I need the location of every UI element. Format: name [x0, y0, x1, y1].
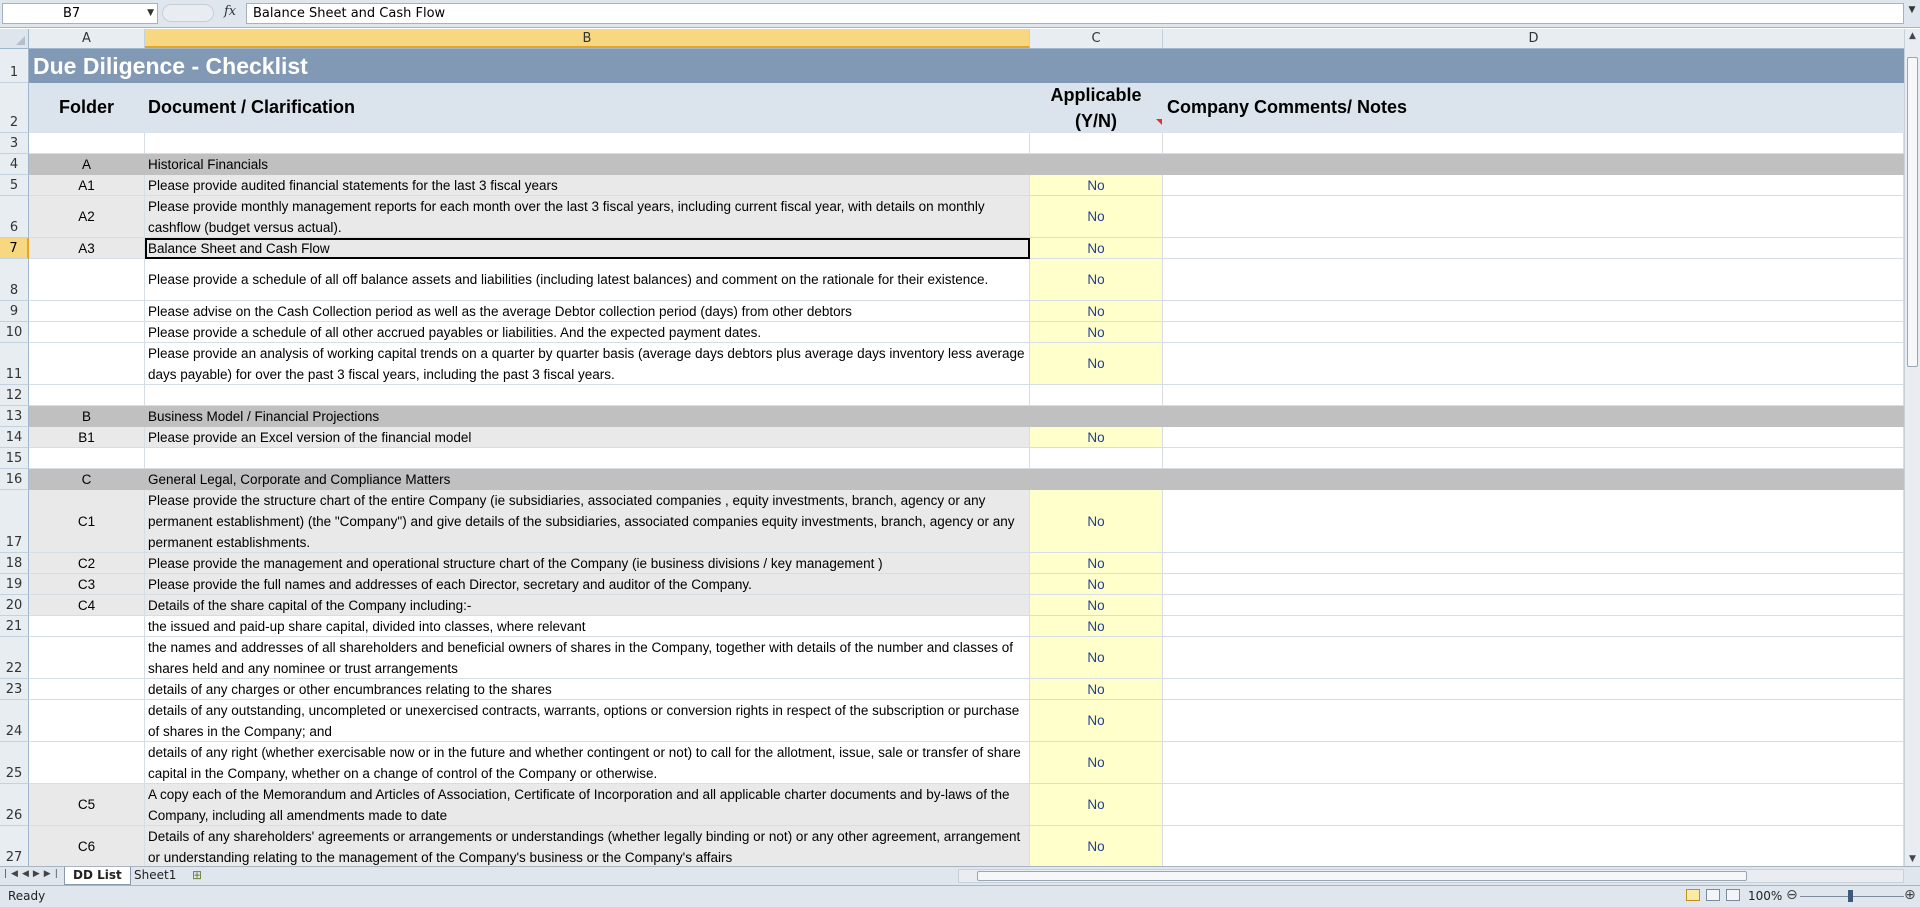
comments-cell[interactable]: [1163, 322, 1904, 343]
checklist-row: [0, 427, 1904, 448]
folder-cell[interactable]: C5: [29, 784, 145, 826]
row-header[interactable]: 13: [0, 406, 29, 427]
row-header[interactable]: 17: [0, 490, 29, 553]
expand-formula-bar-icon[interactable]: ▼: [1908, 5, 1916, 15]
folder-cell[interactable]: A1: [29, 175, 145, 196]
document-cell[interactable]: Please advise on the Cash Collection period as well as the average Debtor collection period (days) from other debtors: [145, 301, 1030, 322]
checklist-row: [0, 448, 1904, 469]
applicable-cell[interactable]: No: [1030, 826, 1163, 866]
comments-cell[interactable]: [1163, 700, 1904, 742]
comments-cell[interactable]: [1163, 196, 1904, 238]
comments-cell[interactable]: [1163, 637, 1904, 679]
checklist-row: [0, 385, 1904, 406]
applicable-cell[interactable]: [1030, 448, 1163, 469]
folder-cell[interactable]: C2: [29, 553, 145, 574]
checklist-row: [0, 574, 1904, 595]
row-header[interactable]: 19: [0, 574, 29, 595]
sheet-tab-dd-list[interactable]: DD List: [64, 867, 131, 885]
checklist-row: [0, 175, 1904, 196]
row-header[interactable]: 12: [0, 385, 29, 406]
applicable-cell[interactable]: No: [1030, 301, 1163, 322]
folder-cell[interactable]: [29, 322, 145, 343]
comments-cell[interactable]: [1163, 490, 1904, 553]
row-header[interactable]: 2: [0, 83, 29, 133]
document-cell[interactable]: General Legal, Corporate and Compliance Matters: [145, 469, 1030, 490]
checklist-row: [0, 259, 1904, 301]
row-header[interactable]: 20: [0, 595, 29, 616]
folder-cell[interactable]: A: [29, 154, 145, 175]
row-header[interactable]: 4: [0, 154, 29, 175]
applicable-cell[interactable]: No: [1030, 700, 1163, 742]
folder-cell[interactable]: [29, 448, 145, 469]
sheet-tab-bar: [0, 866, 1920, 885]
name-box[interactable]: [2, 3, 158, 24]
section-row: [0, 154, 1904, 175]
document-cell[interactable]: Details of any shareholders' agreements or arrangements or understandings (whether legally binding or not) or any other agreement, arrangement or understanding relating to the management of the Company's business or the Company's affairs: [145, 826, 1030, 866]
comments-cell[interactable]: [1163, 826, 1904, 866]
header-document[interactable]: Document / Clarification: [145, 83, 1030, 133]
folder-cell[interactable]: [29, 301, 145, 322]
document-cell[interactable]: the issued and paid-up share capital, divided into classes, where relevant: [145, 616, 1030, 637]
applicable-cell[interactable]: No: [1030, 574, 1163, 595]
comments-cell[interactable]: [1163, 133, 1904, 154]
checklist-row: [0, 595, 1904, 616]
document-cell[interactable]: Please provide audited financial statements for the last 3 fiscal years: [145, 175, 1030, 196]
scroll-up-icon[interactable]: ▲: [1909, 31, 1916, 41]
row-header[interactable]: 11: [0, 343, 29, 385]
applicable-cell[interactable]: No: [1030, 259, 1163, 301]
document-cell[interactable]: the names and addresses of all shareholders and beneficial owners of shares in the Company, together with details of the number and classes of shares held and any nominee or trust arrangements: [145, 637, 1030, 679]
document-cell[interactable]: [145, 448, 1030, 469]
folder-cell[interactable]: C: [29, 469, 145, 490]
checklist-row: [0, 343, 1904, 385]
normal-view-button[interactable]: [1686, 889, 1700, 901]
applicable-cell[interactable]: No: [1030, 595, 1163, 616]
zoom-in-icon[interactable]: ⊕: [1904, 887, 1916, 903]
insert-sheet-icon[interactable]: ⊞: [192, 868, 203, 882]
row-header[interactable]: 9: [0, 301, 29, 322]
row-header[interactable]: 23: [0, 679, 29, 700]
applicable-cell[interactable]: No: [1030, 679, 1163, 700]
applicable-cell[interactable]: No: [1030, 742, 1163, 784]
comments-cell[interactable]: [1163, 406, 1904, 427]
checklist-row: [0, 742, 1904, 784]
page-break-view-button[interactable]: [1726, 889, 1740, 901]
comments-cell[interactable]: [1163, 574, 1904, 595]
zoom-out-icon[interactable]: ⊖: [1786, 887, 1798, 903]
checklist-row: [0, 784, 1904, 826]
folder-cell[interactable]: A2: [29, 196, 145, 238]
folder-cell[interactable]: [29, 637, 145, 679]
document-cell[interactable]: Historical Financials: [145, 154, 1030, 175]
checklist-row: [0, 616, 1904, 637]
horizontal-scrollbar[interactable]: [958, 869, 1904, 883]
applicable-cell[interactable]: [1030, 469, 1163, 490]
comments-cell[interactable]: [1163, 259, 1904, 301]
checklist-row: [0, 301, 1904, 322]
document-cell[interactable]: [145, 385, 1030, 406]
row-header[interactable]: 8: [0, 259, 29, 301]
comments-cell[interactable]: [1163, 448, 1904, 469]
title-row: [0, 49, 1904, 83]
row-header[interactable]: 3: [0, 133, 29, 154]
row-header[interactable]: 15: [0, 448, 29, 469]
applicable-cell[interactable]: No: [1030, 175, 1163, 196]
applicable-cell[interactable]: No: [1030, 637, 1163, 679]
checklist-row: [0, 679, 1904, 700]
column-header-b[interactable]: B: [145, 29, 1030, 48]
document-cell[interactable]: details of any charges or other encumbrances relating to the shares: [145, 679, 1030, 700]
comments-cell[interactable]: [1163, 385, 1904, 406]
row-header[interactable]: 14: [0, 427, 29, 448]
applicable-cell[interactable]: No: [1030, 427, 1163, 448]
applicable-cell[interactable]: No: [1030, 238, 1163, 259]
applicable-cell[interactable]: No: [1030, 784, 1163, 826]
folder-cell[interactable]: [29, 343, 145, 385]
comments-cell[interactable]: [1163, 742, 1904, 784]
applicable-cell[interactable]: No: [1030, 490, 1163, 553]
applicable-cell[interactable]: No: [1030, 343, 1163, 385]
document-cell[interactable]: Please provide a schedule of all other accrued payables or liabilities. And the expected payment dates.: [145, 322, 1030, 343]
folder-cell[interactable]: C6: [29, 826, 145, 866]
folder-cell[interactable]: B1: [29, 427, 145, 448]
applicable-cell[interactable]: No: [1030, 553, 1163, 574]
row-header[interactable]: 24: [0, 700, 29, 742]
document-cell[interactable]: details of any right (whether exercisable now or in the future and whether contingent or not) to call for the allotment, issue, sale or transfer of share capital in the Company, whether on a change of control of the Company or otherwise.: [145, 742, 1030, 784]
checklist-row: [0, 133, 1904, 154]
comments-cell[interactable]: [1163, 154, 1904, 175]
row-header[interactable]: 22: [0, 637, 29, 679]
document-cell[interactable]: Please provide an analysis of working capital trends on a quarter by quarter basis (average days debtors plus average days inventory less average days payable) for over the past 3 fiscal years, including the past 3 fiscal years.: [145, 343, 1030, 385]
row-header[interactable]: 18: [0, 553, 29, 574]
formula-bar-resize-handle[interactable]: [162, 4, 214, 22]
row-header[interactable]: 10: [0, 322, 29, 343]
vertical-scrollbar[interactable]: [1904, 29, 1920, 866]
section-row: [0, 469, 1904, 490]
scroll-down-icon[interactable]: ▼: [1909, 854, 1916, 864]
comments-cell[interactable]: [1163, 175, 1904, 196]
folder-cell[interactable]: [29, 385, 145, 406]
page-layout-view-button[interactable]: [1706, 889, 1720, 901]
row-header[interactable]: 1: [0, 49, 29, 83]
horizontal-scroll-thumb[interactable]: [977, 871, 1747, 881]
document-cell[interactable]: Please provide the full names and addresses of each Director, secretary and auditor of the Company.: [145, 574, 1030, 595]
status-ready: Ready: [8, 889, 46, 903]
zoom-level[interactable]: 100%: [1748, 889, 1783, 903]
checklist-row: [0, 826, 1904, 866]
document-cell[interactable]: Please provide monthly management reports for each month over the last 3 fiscal years, including current fiscal year, with details on monthly cashflow (budget versus actual).: [145, 196, 1030, 238]
checklist-row: [0, 490, 1904, 553]
checklist-row: [0, 238, 1904, 259]
document-cell[interactable]: Details of the share capital of the Company including:-: [145, 595, 1030, 616]
sheet-title[interactable]: Due Diligence - Checklist: [33, 52, 308, 79]
applicable-cell[interactable]: [1030, 133, 1163, 154]
comments-cell[interactable]: [1163, 679, 1904, 700]
row-header[interactable]: 27: [0, 826, 29, 866]
comments-cell[interactable]: [1163, 469, 1904, 490]
folder-cell[interactable]: B: [29, 406, 145, 427]
column-header-a[interactable]: A: [29, 29, 145, 48]
header-folder[interactable]: Folder: [29, 83, 145, 133]
folder-cell[interactable]: C4: [29, 595, 145, 616]
folder-cell[interactable]: C3: [29, 574, 145, 595]
comments-cell[interactable]: [1163, 784, 1904, 826]
header-comments-label: Company Comments/ Notes: [1167, 97, 1408, 117]
row-header[interactable]: 16: [0, 469, 29, 490]
vertical-scroll-thumb[interactable]: [1907, 57, 1918, 367]
checklist-row: [0, 322, 1904, 343]
applicable-cell[interactable]: [1030, 406, 1163, 427]
row-header[interactable]: 5: [0, 175, 29, 196]
header-row: [0, 83, 1904, 133]
zoom-slider-knob[interactable]: [1848, 890, 1853, 902]
header-applicable-line2: (Y/N): [1075, 110, 1117, 131]
applicable-cell[interactable]: No: [1030, 196, 1163, 238]
comment-indicator-icon[interactable]: [1156, 119, 1162, 125]
sheet-nav-arrows-icon[interactable]: |◀◀▶▶|: [4, 869, 62, 879]
folder-cell[interactable]: [29, 616, 145, 637]
column-header-d[interactable]: D: [1528, 31, 1539, 46]
folder-cell[interactable]: [29, 133, 145, 154]
document-cell[interactable]: [145, 133, 1030, 154]
comments-cell[interactable]: [1163, 616, 1904, 637]
folder-cell[interactable]: A3: [29, 238, 145, 259]
name-box-value: B7: [63, 6, 81, 21]
document-cell[interactable]: Please provide the management and operational structure chart of the Company (ie business divisions / key management ): [145, 553, 1030, 574]
formula-bar: [0, 0, 1920, 28]
document-cell[interactable]: Please provide an Excel version of the financial model: [145, 427, 1030, 448]
checklist-row: [0, 196, 1904, 238]
comments-cell[interactable]: [1163, 595, 1904, 616]
comments-cell[interactable]: [1163, 301, 1904, 322]
header-comments[interactable]: [1163, 83, 1904, 133]
folder-cell[interactable]: [29, 700, 145, 742]
folder-cell[interactable]: C1: [29, 490, 145, 553]
document-cell[interactable]: Please provide a schedule of all off balance assets and liabilities (including latest balances) and comment on the rationale for their existence.: [145, 259, 1030, 301]
checklist-row: [0, 637, 1904, 679]
document-cell[interactable]: details of any outstanding, uncompleted or unexercised contracts, warrants, options or conversion rights in respect of the subscription or purchase of shares in the Company; and: [145, 700, 1030, 742]
folder-cell[interactable]: [29, 679, 145, 700]
row-header[interactable]: 6: [0, 196, 29, 238]
comments-cell[interactable]: [1163, 427, 1904, 448]
applicable-cell[interactable]: No: [1030, 616, 1163, 637]
comments-cell[interactable]: [1163, 238, 1904, 259]
checklist-row: [0, 700, 1904, 742]
header-applicable-line1: Applicable: [1050, 84, 1142, 105]
insert-function-icon[interactable]: fx: [224, 4, 237, 19]
document-cell[interactable]: Business Model / Financial Projections: [145, 406, 1030, 427]
row-header[interactable]: 25: [0, 742, 29, 784]
document-cell[interactable]: A copy each of the Memorandum and Articles of Association, Certificate of Incorporation and all applicable charter documents and by-laws of the Company, including all amendments made to date: [145, 784, 1030, 826]
applicable-cell[interactable]: [1030, 154, 1163, 175]
folder-cell[interactable]: [29, 742, 145, 784]
comments-cell[interactable]: [1163, 553, 1904, 574]
column-header-bar: [0, 29, 1904, 49]
applicable-cell[interactable]: [1030, 385, 1163, 406]
row-header[interactable]: 26: [0, 784, 29, 826]
checklist-row: [0, 553, 1904, 574]
formula-input[interactable]: Balance Sheet and Cash Flow: [246, 3, 1904, 24]
chevron-down-icon[interactable]: ▼: [147, 8, 154, 18]
worksheet-grid: [0, 49, 1904, 866]
row-header[interactable]: 21: [0, 616, 29, 637]
comments-cell[interactable]: [1163, 343, 1904, 385]
active-cell[interactable]: Balance Sheet and Cash Flow: [145, 238, 1030, 259]
sheet-tab-sheet1[interactable]: Sheet1: [134, 868, 177, 882]
column-header-c[interactable]: C: [1030, 29, 1163, 48]
row-header[interactable]: 7: [0, 238, 29, 259]
status-bar: [0, 885, 1920, 907]
section-row: [0, 406, 1904, 427]
select-all-button[interactable]: [0, 29, 29, 48]
header-applicable[interactable]: [1030, 83, 1163, 133]
document-cell[interactable]: Please provide the structure chart of the entire Company (ie subsidiaries, associated companies , equity investments, branch, agency or any permanent establishment) (the "Company") and give details of the subsidiaries, associated companies equity investments, branch, agency or any permanent establishments.: [145, 490, 1030, 553]
applicable-cell[interactable]: No: [1030, 322, 1163, 343]
folder-cell[interactable]: [29, 259, 145, 301]
